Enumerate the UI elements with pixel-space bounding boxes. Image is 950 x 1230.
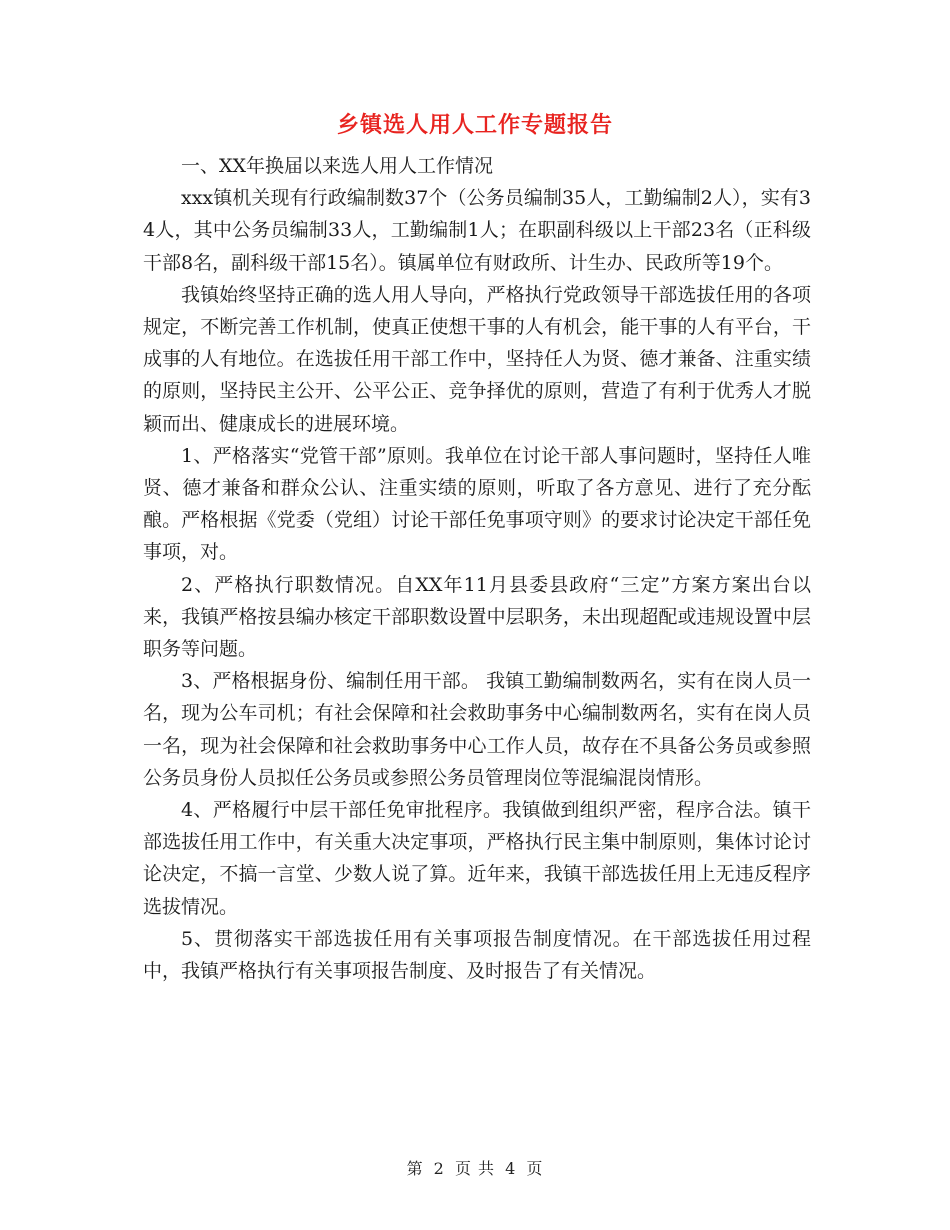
paragraph-item-5: 5、贯彻落实干部选拔任用有关事项报告制度情况。在干部选拔任用过程中，我镇严格执行有关事项报告制度、及时报告了有关情况。 bbox=[143, 927, 811, 983]
paragraph-item-4: 4、严格履行中层干部任免审批程序。我镇做到组织严密，程序合法。镇干部选拔任用工作中，有关重大决定事项，严格执行民主集中制原则，集体讨论讨论决定，不搞一言堂、少数人说了算。近年来，我镇干部选拔任用上无违反程序选拔情况。 bbox=[143, 799, 811, 918]
paragraph-item-3: 3、严格根据身份、编制任用干部。 我镇工勤编制数两名，实有在岗人员一名，现为公车司机；有社会保障和社会救助事务中心编制数两名，实有在岗人员一名，现为社会保障和社会救助事务中心工作人员，故存在不具备公务员或参照公务员身份人员拟任公务员或参照公务员管理岗位等混编混岗情形。 bbox=[143, 670, 811, 789]
document-title: 乡镇选人用人工作专题报告 bbox=[336, 112, 613, 138]
footer-label-page: 第 bbox=[406, 1159, 424, 1178]
footer-label-of: 页 共 bbox=[454, 1159, 496, 1178]
footer-current-page: 2 bbox=[433, 1159, 445, 1178]
section-heading: 一、XX年换届以来选人用人工作情况 bbox=[181, 155, 494, 177]
paragraph-item-2: 2、严格执行职数情况。自XX年11月县委县政府“三定”方案方案出台以来，我镇严格按县编办核定干部职数设置中层职务，未出现超配或违规设置中层职务等问题。 bbox=[143, 573, 811, 661]
paragraph-item-1: 1、严格落实“党管干部”原则。我单位在讨论干部人事问题时，坚持任人唯贤、德才兼备和群众公认、注重实绩的原则，听取了各方意见、进行了充分酝酿。严格根据《党委（党组）讨论干部任免事项守则》的要求讨论决定干部任免事项，对。 bbox=[143, 444, 811, 564]
page-footer bbox=[0, 1156, 950, 1179]
document-body bbox=[143, 150, 811, 987]
paragraph-guidance: 我镇始终坚持正确的选人用人导向，严格执行党政领导干部选拔任用的各项规定，不断完善工作机制，使真正使想干事的人有机会，能干事的人有平台，干成事的人有地位。在选拔任用干部工作中，坚持任人为贤、德才兼备、注重实绩的原则，坚持民主公开、公平公正、竞争择优的原则，营造了有利于优秀人才脱颖而出、健康成长的进展环境。 bbox=[143, 283, 811, 435]
footer-label-end: 页 bbox=[526, 1159, 544, 1178]
footer-total-pages: 4 bbox=[505, 1159, 517, 1178]
paragraph-staffing: xxx镇机关现有行政编制数37个（公务员编制35人，工勤编制2人），实有34人，其中公务员编制33人，工勤编制1人；在职副科级以上干部23名（正科级干部8名，副科级干部15名）。镇属单位有财政所、计生办、民政所等19个。 bbox=[143, 187, 811, 274]
